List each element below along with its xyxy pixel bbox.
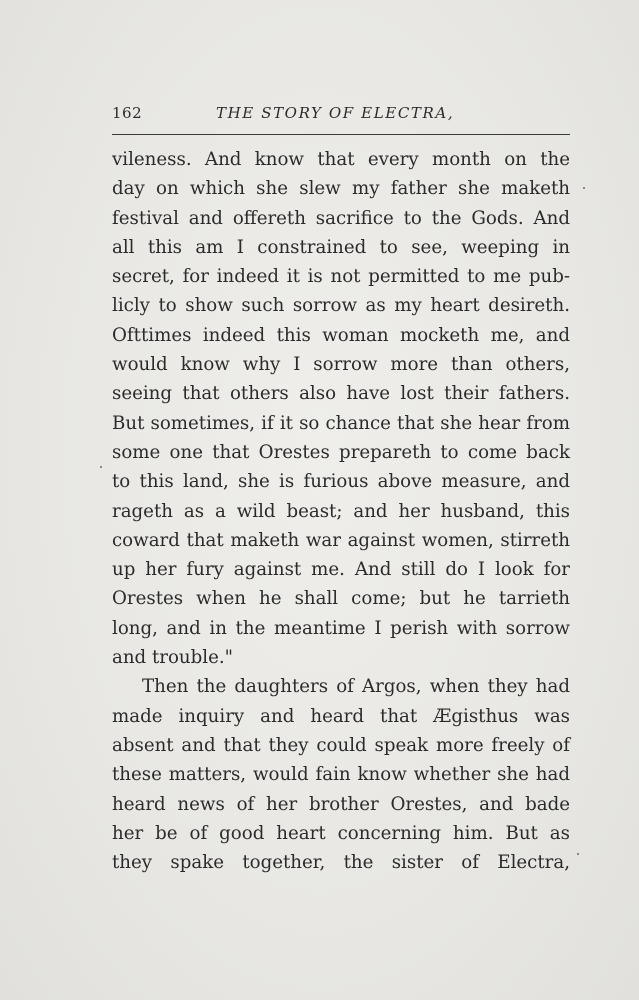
text-line: would know why I sorrow more than others, [112,354,570,376]
text-line: they spake together, the sister of Electra, [112,852,570,874]
page-number: 162 [112,104,143,122]
text-line: made inquiry and heard that Ægisthus was [112,705,570,727]
text-line: Ofttimes indeed this woman mocketh me, and [112,324,570,346]
text-line: these matters, would fain know whether she had [112,764,570,786]
text-line: and trouble." [112,647,234,669]
running-title: THE STORY OF ELECTRA, [216,104,455,122]
text-line: coward that maketh war against women, stirreth [112,529,570,551]
print-speck [583,187,585,189]
text-line: licly to show such sorrow as my heart desireth. [112,295,570,317]
text-line: long, and in the meantime I perish with sorrow [112,617,570,639]
text-line: seeing that others also have lost their fathers. [112,383,570,405]
print-speck [100,466,102,468]
text-line: But sometimes, if it so chance that she hear from [112,412,570,434]
text-line: some one that Orestes prepareth to come back [112,441,570,463]
page-header [112,98,570,128]
print-speck [577,853,579,855]
body-text [112,145,570,877]
text-line: vileness. And know that every month on the [112,149,570,170]
header-rule [112,134,570,135]
text-line: all this am I constrained to see, weeping in [112,236,570,258]
text-line: her be of good heart concerning him. But as [112,822,570,844]
text-line: up her fury against me. And still do I look for [112,559,570,581]
text-line: to this land, she is furious above measure, and [112,471,570,493]
text-line: Then the daughters of Argos, when they had [142,676,570,698]
text-line: Orestes when he shall come; but he tarrieth [112,588,570,610]
text-line: day on which she slew my father she maketh [112,178,570,200]
text-line: festival and offereth sacrifice to the Gods. And [112,207,570,229]
text-line: rageth as a wild beast; and her husband, this [112,500,570,522]
text-line: absent and that they could speak more freely of [112,734,570,756]
text-line: secret, for indeed it is not permitted to me pub- [112,266,570,288]
text-line: heard news of her brother Orestes, and bade [112,793,570,815]
